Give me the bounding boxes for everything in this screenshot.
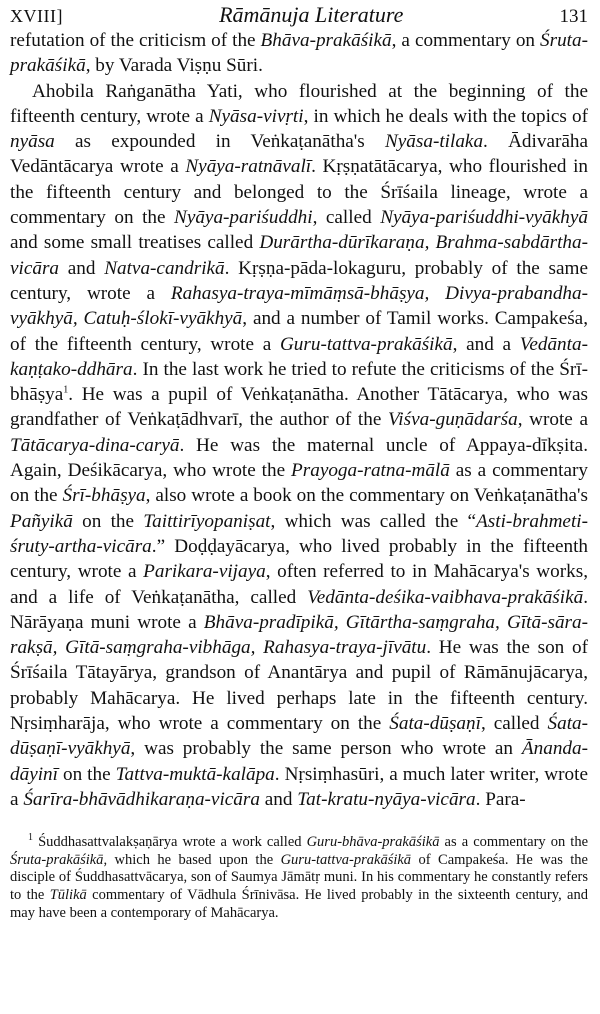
text-run: , was probably the same person who wrote an <box>130 738 522 760</box>
footnote-marker: 1 <box>63 384 69 396</box>
text-run: . Kṛṣṇa-pāda-lokaguru, probably of the same century, wrote a <box>10 257 588 304</box>
text-run: . Para- <box>475 788 526 810</box>
text-run: , and a <box>452 333 520 355</box>
text-run: commentary of Vādhula Śrīnivāsa. He lived probably in the sixteenth century, and may have been a contemporary of Mahācarya. <box>10 886 588 921</box>
italic-title: Śruta-prakāśikā <box>10 30 588 77</box>
text-run: , called <box>312 207 381 229</box>
text-run: . He was a pupil of Veṅkaṭanātha. Another Tātācarya, who was grandfather of Veṅkaṭādhvarī, the author of the <box>10 384 588 431</box>
body-text <box>10 28 588 812</box>
italic-title: Durārtha-dūrīkaraṇa, Brahma-sabdārtha-vicāra <box>10 232 588 279</box>
footnote-marker: 1 <box>28 832 33 844</box>
italic-title: Guru-tattva-prakāśikā <box>280 851 412 868</box>
page-number: 131 <box>559 6 588 27</box>
italic-title: Śata-dūṣaṇī-vyākhyā <box>10 713 589 760</box>
text-run: , called <box>480 713 548 735</box>
text-run: . He was the son of Śrīśaila Tātayārya, grandson of Anantārya and pupil of Rāmānujācarya, probably Mahācarya. He lived perhaps late in the fifteenth century. Nṛsiṃharāja, who wrote a commentary on the <box>10 637 588 735</box>
italic-title: Nyāya-pariśuddhi <box>174 207 313 229</box>
italic-title: nyāsa <box>10 131 55 153</box>
italic-title: Guru-bhāva-prakāśikā <box>306 834 440 851</box>
text-run: , often referred to in Mahācarya's works, and a life of Veṅkaṭanātha, called <box>10 561 588 608</box>
italic-title: Pañyikā <box>10 510 73 532</box>
running-title: Rāmānuja Literature <box>219 2 404 27</box>
italic-title: Ānanda-dāyinī <box>10 738 588 785</box>
italic-title: Vedānta-deśika-vaibhava-prakāśikā <box>307 586 584 608</box>
italic-title: Vedānta-kaṇṭako-ddhāra <box>10 333 588 380</box>
text-run: refutation of the criticism of the <box>10 30 261 51</box>
italic-title: Natva-candrikā <box>104 257 225 279</box>
italic-title: Taittirīyopaniṣat <box>143 510 271 532</box>
footnote <box>10 834 588 922</box>
text-run: . Nārāyaṇa muni wrote a <box>10 586 588 633</box>
text-run: .” Doḍḍayācarya, who lived probably in the fifteenth century, wrote a <box>10 535 588 583</box>
text-run: and some small treatises called <box>10 232 260 254</box>
italic-title: Asti-brahmeti-śruty-artha-vicāra <box>10 510 588 557</box>
text-run: , and a number of Tamil works. Campakeśa, of the fifteenth century, wrote a <box>10 308 588 355</box>
text-run: , by Varada Viṣṇu Sūri. <box>85 55 263 77</box>
text-run: on the <box>57 763 116 785</box>
italic-title: Prayoga-ratna-mālā <box>291 460 450 482</box>
text-run: Śuddhasattvalakṣaṇārya wrote a work called <box>33 834 307 851</box>
text-run: as a commentary on the <box>10 460 588 507</box>
italic-title: Rahasya-traya-mīmāṃsā-bhāṣya, Divya-prabandha-vyākhyā, Catuḥ-ślokī-vyākhyā <box>10 282 588 330</box>
chapter-number: XVIII] <box>10 6 63 26</box>
text-run: Ahobila Raṅganātha Yati, who flourished at the beginning of the fifteenth century, wrote a <box>10 80 588 127</box>
text-run: as a commentary on the <box>439 834 589 851</box>
italic-title: Śata-dūṣaṇī <box>389 713 481 735</box>
text-run: , which he based upon the <box>103 851 281 868</box>
text-run: . In the last work he tried to refute the criticisms of the Śrī-bhāṣya <box>10 358 588 406</box>
paragraph <box>10 28 588 79</box>
text-run: . Nṛsiṃhasūri, a much later writer, wrote a <box>10 763 588 810</box>
italic-title: Nyāsa-vivṛti <box>208 105 304 127</box>
text-run: of Campakeśa. He was the disciple of Śuddhasattvācarya, son of Saumya Jāmātṛ muni. In his commentary he constantly refers to the <box>10 851 588 903</box>
italic-title: Bhāva-prakāśikā <box>260 30 392 51</box>
italic-title: Guru-tattva-prakāśikā <box>279 333 453 355</box>
text-run: . He was the maternal uncle of Appaya-dīkṣita. Again, Deśikācarya, who wrote the <box>10 434 588 482</box>
text-run: on the <box>72 510 144 532</box>
paragraph <box>10 79 588 813</box>
italic-title: Tātācarya-dina-caryā <box>10 434 180 456</box>
text-run: , which was called the “ <box>270 510 477 532</box>
italic-title: Viśva-guṇādarśa <box>388 409 518 431</box>
text-run: , in which he deals with the topics of <box>303 105 588 127</box>
italic-title: Śruta-prakāśikā <box>10 851 104 868</box>
text-run: , a commentary on <box>391 30 541 51</box>
text-run: and <box>59 257 105 279</box>
italic-title: Śarīra-bhāvādhikaraṇa-vicāra <box>23 788 260 810</box>
italic-title: Nyāya-pariśuddhi-vyākhyā <box>380 207 588 229</box>
italic-title: Parikara-vijaya <box>143 561 266 583</box>
italic-title: Nyāya-ratnāvalī <box>185 156 312 178</box>
running-head <box>10 0 588 28</box>
footnotes <box>10 834 588 922</box>
italic-title: Tat-kratu-nyāya-vicāra <box>297 788 476 810</box>
text-run: , wrote a <box>517 409 588 431</box>
italic-title: Nyāsa-tilaka <box>384 131 484 153</box>
italic-title: Bhāva-pradīpikā, Gītārtha-saṃgraha, Gītā-sāra-rakṣā, Gītā-saṃgraha-vibhāga, Rahasya-traya-jīvātu <box>10 611 588 659</box>
text-run: , also wrote a book on the commentary on Veṅkaṭanātha's <box>145 485 588 507</box>
text-run: and <box>259 788 298 810</box>
italic-title: Śrī-bhāṣya <box>62 485 146 507</box>
italic-title: Tattva-muktā-kalāpa <box>115 763 275 785</box>
text-run: as expounded in Veṅkaṭanātha's <box>54 131 385 153</box>
text-run: . Kṛṣṇatātācarya, who flourished in the fifteenth century and belonged to the Śrīśaila lineage, wrote a commentary on the <box>10 156 588 229</box>
italic-title: Tūlikā <box>49 886 87 903</box>
text-run: . Ādivarāha Vedāntācarya wrote a <box>10 131 588 178</box>
